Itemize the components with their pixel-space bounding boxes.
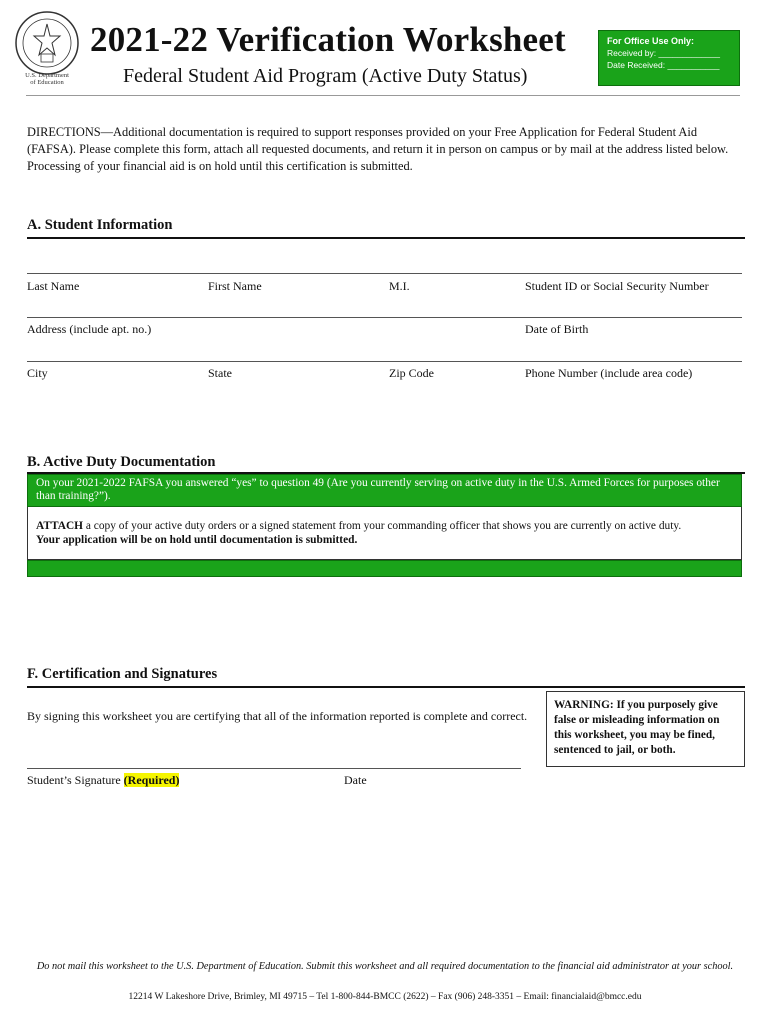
mail-notice: Do not mail this worksheet to the U.S. Department of Education. Submit this worksheet and all required documentation to the financial aid administrator at your school.	[36, 961, 734, 972]
page-subtitle: Federal Student Aid Program (Active Duty Status)	[123, 65, 528, 87]
first-name-label: First Name	[208, 279, 262, 293]
attach-instruction	[36, 519, 733, 533]
section-f-title: F. Certification and Signatures	[27, 666, 218, 682]
city-label: City	[27, 366, 48, 380]
student-id-label: Student ID or Social Security Number	[525, 279, 709, 293]
fafsa-question-banner: On your 2021-2022 FAFSA you answered “yes” to question 49 (Are you currently serving on active duty in the U.S. Armed Forces for purposes other than training?”).	[27, 474, 742, 507]
signature-label	[27, 773, 179, 788]
contact-info: 12214 W Lakeshore Drive, Brimley, MI 49715 – Tel 1-800-844-BMCC (2622) – Fax (906) 248-3351 – Email: financialaid@bmcc.edu	[128, 992, 642, 1002]
attach-text: a copy of your active duty orders or a signed statement from your commanding officer that shows you are currently on active duty.	[83, 520, 682, 532]
row1-entry-line[interactable]	[27, 273, 742, 274]
header-divider	[26, 95, 740, 96]
section-a-title: A. Student Information	[27, 217, 173, 233]
warning-box: WARNING: If you purposely give false or misleading information on this worksheet, you may be fined, sentenced to jail, or both.	[546, 691, 745, 767]
section-b-footer-bar	[27, 560, 742, 577]
department-seal-icon	[14, 10, 80, 76]
office-use-heading: For Office Use Only:	[607, 36, 695, 46]
date-received-field: Date Received: ___________	[607, 60, 720, 70]
signature-date-label: Date	[344, 773, 367, 787]
seal-caption-line1: U.S. Department	[25, 72, 69, 79]
address-label: Address (include apt. no.)	[27, 322, 152, 336]
office-use-box	[598, 30, 740, 86]
required-badge: (Required)	[123, 773, 180, 787]
seal-caption-line2: of Education	[30, 79, 64, 86]
middle-initial-label: M.I.	[389, 279, 410, 293]
last-name-label: Last Name	[27, 279, 80, 293]
certification-statement: By signing this worksheet you are certifying that all of the information reported is complete and correct.	[27, 709, 528, 723]
section-b-title: B. Active Duty Documentation	[27, 454, 216, 470]
hold-notice: Your application will be on hold until documentation is submitted.	[36, 534, 358, 546]
signature-line[interactable]	[27, 768, 521, 769]
attach-instructions-box	[27, 507, 742, 560]
row2-entry-line[interactable]	[27, 317, 742, 318]
phone-number-label: Phone Number (include area code)	[525, 366, 693, 380]
seal-caption	[14, 72, 80, 86]
received-by-field: Received by: _____________	[607, 48, 720, 58]
section-f-rule	[27, 686, 745, 688]
zip-code-label: Zip Code	[389, 366, 434, 380]
student-signature-label: Student’s Signature	[27, 773, 124, 787]
state-label: State	[208, 366, 232, 380]
directions-text: DIRECTIONS—Additional documentation is required to support responses provided on your Free Application for Federal Student Aid (FAFSA). Please complete this form, attach all requested documents, and return it in person on campus or by mail at the address listed below. Processing of your financial aid is on hold until this certification is submitted.	[27, 125, 729, 173]
section-a-rule	[27, 237, 745, 239]
date-of-birth-label: Date of Birth	[525, 322, 589, 336]
page-title: 2021-22 Verification Worksheet	[90, 20, 566, 59]
attach-keyword: ATTACH	[36, 520, 84, 532]
row3-entry-line[interactable]	[27, 361, 742, 362]
